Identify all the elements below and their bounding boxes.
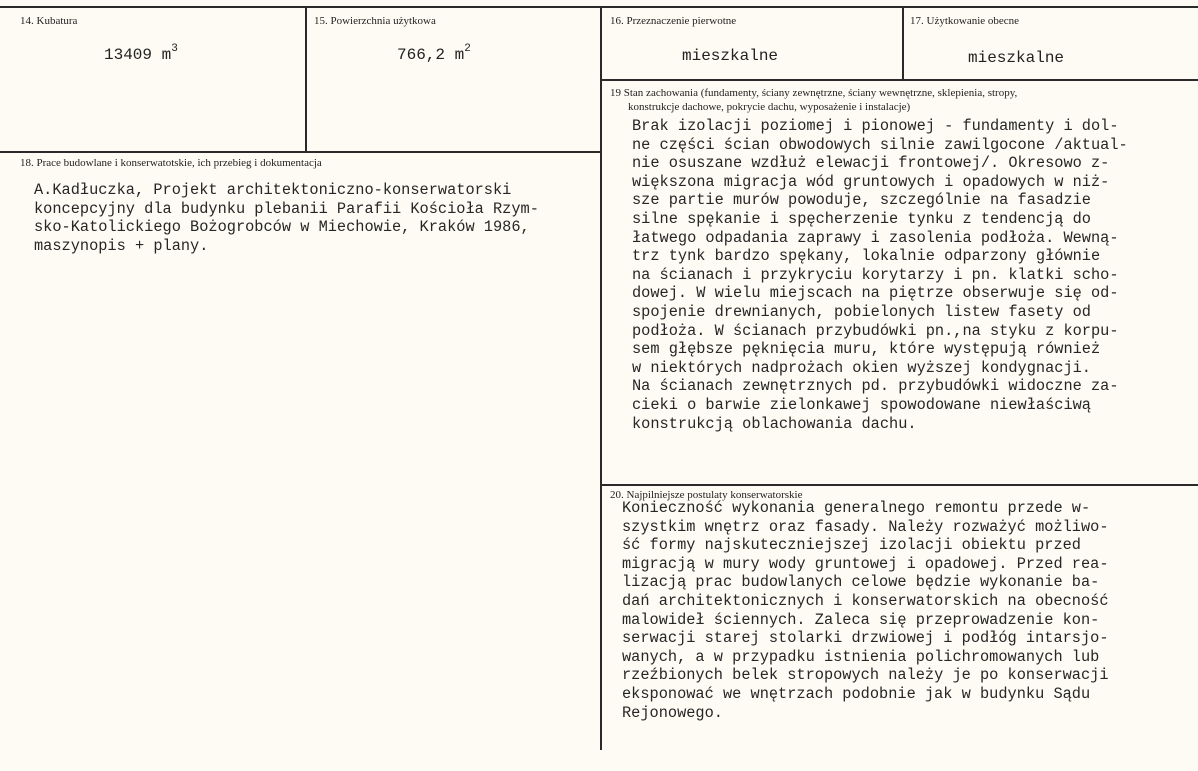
prace-line: koncepcyjny dla budynku plebanii Parafii Kościoła Rzym- (34, 199, 539, 218)
stan-line: trz tynk bardzo spękany, lokalnie odparzony głównie (632, 247, 1101, 266)
stan-line: Brak izolacji poziomej i pionowej - fundamenty i dol- (632, 117, 1119, 135)
postulaty-line: Rejonowego. (622, 703, 723, 722)
stan-line: konstrukcją oblachowania dachu. (632, 414, 917, 433)
postulaty-line: szystkim wnętrz oraz fasady. Należy rozważyć możliwo- (622, 517, 1109, 536)
stan-line: ne części ścian obwodowych silnie zawilgocone /aktual- (632, 135, 1128, 154)
powierzchnia-label: 15. Powierzchnia użytkowa (314, 15, 436, 27)
postulaty-line: dań architektonicznych i konserwatorskich na obecność (622, 591, 1109, 610)
uzytkowanie-label: 17. Użytkowanie obecne (910, 15, 1020, 27)
stan-zachowania-label-1: 19 Stan zachowania (fundamenty, ściany zewnętrzne, ściany wewnętrzne, sklepienia, stropy, (610, 87, 1018, 99)
przeznaczenie-label: 16. Przeznaczenie pierwotne (610, 15, 737, 27)
postulaty-line: wanych, a w przypadku istnienia polichromowanych lub (622, 647, 1100, 666)
stan-zachowania-label-2: konstrukcje dachowe, pokrycie dachu, wyposażenie i instalacje) (628, 101, 911, 113)
divider-16-17 (902, 6, 904, 80)
powierzchnia-number: 766,2 m (397, 46, 465, 64)
prace-line: maszynopis + plany. (34, 236, 209, 255)
stan-zachowania-text (632, 117, 1128, 433)
stan-line: w niektórych nadprożach okien wyższej kondygnacji. (632, 358, 1091, 377)
stan-line: podłoża. W ścianach przybudówki pn.,na styku z korpu- (632, 321, 1119, 340)
postulaty-line: serwacji starej stolarki drzwiowej i podłóg intarsjo- (622, 629, 1109, 648)
prace-budowlane-label: 18. Prace budowlane i konserwatotskie, ich przebieg i dokumentacja (20, 157, 322, 169)
stan-line: większona migracja wód gruntowych i opadowych w niż- (632, 172, 1110, 191)
divider-14-15 (305, 6, 307, 152)
stan-line: nie osuszane wzdłuż elewacji frontowej/. Okresowo z- (632, 154, 1110, 173)
stan-line: Na ścianach zewnętrznych pd. przybudówki widoczne za- (632, 377, 1119, 396)
kubatura-unit-exponent: 3 (171, 43, 178, 55)
divider-left-right (600, 6, 602, 750)
kubatura-label: 14. Kubatura (20, 15, 78, 27)
kubatura-value (104, 43, 178, 64)
stan-line: silne spękanie i spęcherzenie tynku z tendencją do (632, 209, 1091, 228)
divider-row-19 (600, 79, 1198, 81)
postulaty-line: rzeźbionych belek stropowych należy je po konserwacji (622, 666, 1109, 685)
divider-row-20 (600, 484, 1198, 486)
postulaty-line: migracją w mury wody gruntowej i opadowej. Przed rea- (622, 554, 1109, 573)
postulaty-line: eksponować we wnętrzach podobnie jak w budynku Sądu (622, 684, 1091, 703)
stan-line: dowej. W wielu miejscach na piętrze obserwuje się od- (632, 284, 1119, 303)
prace-line: A.Kadłuczka, Projekt architektoniczno-konserwatorski (34, 181, 512, 199)
prace-line: sko-Katolickiego Bożogrobców w Miechowie, Kraków 1986, (34, 218, 530, 237)
postulaty-line: ść formy najskuteczniejszej izolacji obiektu przed (622, 536, 1081, 555)
uzytkowanie-value: mieszkalne (968, 49, 1065, 67)
top-border (0, 6, 1198, 8)
stan-line: sem głębsze pęknięcia muru, które występują również (632, 340, 1101, 359)
prace-budowlane-text (34, 181, 539, 255)
postulaty-line: Konieczność wykonania generalnego remontu przede w- (622, 499, 1091, 517)
stan-line: cieki o barwie zielonkawej spowodowane niewłaściwą (632, 395, 1091, 414)
kubatura-number: 13409 m (104, 46, 172, 64)
stan-line: na ścianach i przykryciu korytarzy i pn. klatki scho- (632, 265, 1119, 284)
przeznaczenie-value: mieszkalne (682, 47, 779, 65)
stan-line: łatwego odpadania zaprawy i zasolenia podłoża. Wewną- (632, 228, 1119, 247)
powierzchnia-value (397, 43, 471, 64)
stan-line: sze partie murów powoduje, szczególnie na fasadzie (632, 191, 1091, 210)
postulaty-label: 20. Najpilniejsze postulaty konserwatorskie (610, 489, 803, 501)
stan-line: spojenie drewnianych, pobielonych listew fasety od (632, 302, 1091, 321)
postulaty-line: malowideł ściennych. Zaleca się przeprowadzenie kon- (622, 610, 1100, 629)
divider-row-18 (0, 151, 601, 153)
postulaty-line: lizacją prac budowlanych celowe będzie wykonanie ba- (622, 573, 1100, 592)
postulaty-text (622, 499, 1109, 722)
powierzchnia-unit-exponent: 2 (464, 43, 471, 55)
